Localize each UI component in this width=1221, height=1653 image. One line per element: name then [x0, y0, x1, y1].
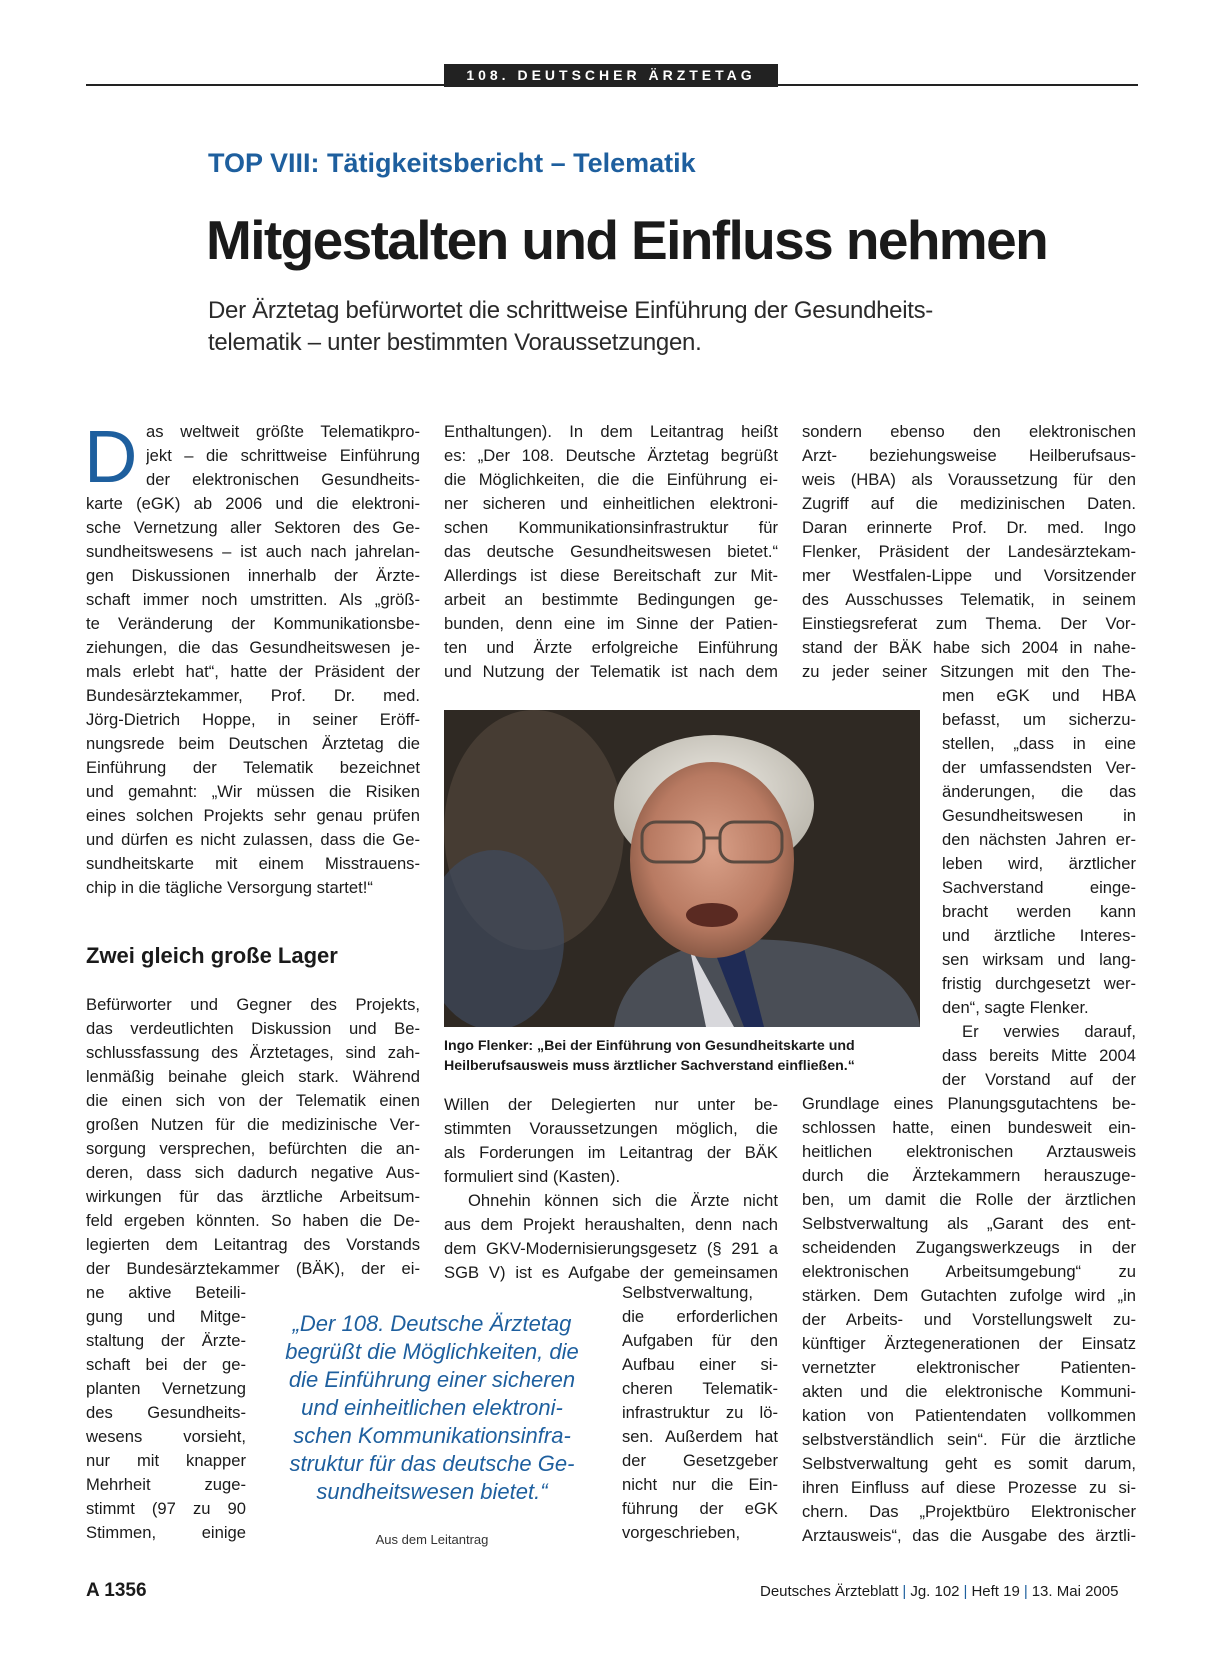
text-line: das deutsche Gesundheitswesen bietet.“	[444, 542, 778, 561]
text-line: te Veränderung der Kommunikationsbe-	[86, 614, 420, 633]
article-kicker: TOP VIII: Tätigkeitsbericht – Telematik	[208, 148, 696, 178]
text-line: weis (HBA) als Voraussetzung für den	[802, 470, 1136, 489]
pull-quote-source: Aus dem Leitantrag	[375, 1532, 489, 1547]
lead-line: telematik – unter bestimmten Voraussetzungen.	[208, 329, 702, 356]
text-line: sen. Außerdem hat	[622, 1427, 778, 1446]
text-line: aus dem Projekt heraushalten, denn nach	[444, 1215, 778, 1234]
text-line: das verdeutlichten Diskussion und Be-	[86, 1019, 420, 1038]
text-line: jekt – die schrittweise Einführung	[146, 446, 420, 465]
text-line: nungsrede beim Deutschen Ärztetag die	[86, 734, 420, 753]
text-line: Zugriff auf die medizinischen Daten.	[802, 494, 1136, 513]
text-line: Jörg-Dietrich Hoppe, in seiner Eröff-	[86, 710, 420, 729]
text-line: ten und Ärzte erfolgreiche Einführung	[444, 638, 778, 657]
text-line: SGB V) ist es Aufgabe der gemeinsamen	[444, 1263, 778, 1282]
text-line: zu jeder seiner Sitzungen mit den The-	[802, 662, 1136, 681]
text-line: Arztausweis“, das die Ausgabe des ärztli-	[802, 1526, 1136, 1545]
text-line: wesens vorsieht,	[86, 1427, 246, 1446]
pull-quote-line: und einheitlichen elektroni-	[301, 1395, 563, 1420]
text-line: gung und Mitge-	[86, 1307, 246, 1326]
text-line: stand der BÄK habe sich 2004 in nahe-	[802, 638, 1136, 657]
text-line: der Bundesärztekammer (BÄK), der ei-	[86, 1259, 420, 1278]
text-line: Sachverstand einge-	[942, 878, 1136, 897]
text-line: fristig durchgesetzt wer-	[942, 974, 1136, 993]
lead-line: Der Ärztetag befürwortet die schrittweise Einführung der Gesundheits-	[208, 297, 934, 324]
text-line: kation von Patientendaten vollkommen	[802, 1406, 1136, 1425]
text-line: staltung der Ärzte-	[86, 1331, 246, 1350]
text-line: scheidenden Zugangswerkzeugs in der	[802, 1238, 1136, 1257]
text-line: und dürfen es nicht zulassen, dass die Ge-	[86, 830, 420, 849]
text-line: vernetzter elektronischer Patienten-	[802, 1358, 1136, 1377]
text-line: ziehungen, die das Gesundheitswesen je-	[86, 638, 420, 657]
text-line: und ärztliche Interes-	[942, 926, 1136, 945]
text-line: schlussfassung des Ärztetages, sind zah-	[86, 1043, 420, 1062]
text-line: großen Nutzen für die medizinische Ver-	[86, 1115, 420, 1134]
text-line: vorgeschrieben,	[622, 1523, 741, 1542]
page-number: A 1356	[86, 1580, 147, 1601]
text-line: akten und die elektronische Kommuni-	[802, 1382, 1136, 1401]
pull-quote-line: begrüßt die Möglichkeiten, die	[285, 1339, 579, 1364]
text-line: heitlichen elektronischen Arztausweis	[802, 1142, 1136, 1161]
text-line: Aufgaben für den	[622, 1331, 778, 1350]
text-line: mer Westfalen-Lippe und Vorsitzender	[802, 566, 1136, 585]
text-line: die Möglichkeiten, die die Einführung ei-	[444, 470, 778, 489]
text-line: sondern ebenso den elektronischen	[802, 422, 1136, 441]
text-line: stärken. Dem Gutachten zufolge wird „in	[802, 1286, 1136, 1305]
section-tag: 108. DEUTSCHER ÄRZTETAG	[444, 64, 778, 87]
pull-quote-line: sundheitswesen bietet.“	[316, 1479, 548, 1504]
text-line: karte (eGK) ab 2006 und die elektroni-	[86, 494, 420, 513]
text-line: dem GKV-Modernisierungsgesetz (§ 291 a	[444, 1239, 778, 1258]
text-line: bunden, denn eine im Sinne der Patien-	[444, 614, 778, 633]
text-line: dass bereits Mitte 2004	[942, 1046, 1136, 1065]
text-line: änderungen, die das	[942, 782, 1136, 801]
text-line: Willen der Delegierten nur unter be-	[444, 1095, 778, 1114]
text-line: sen wirksam und lang-	[942, 950, 1136, 969]
text-line: legierten dem Leitantrag des Vorstands	[86, 1235, 420, 1254]
issue: Heft 19	[971, 1583, 1020, 1600]
text-line: deren, dass sich dadurch negative Aus-	[86, 1163, 420, 1182]
text-line: die einen sich von der Telematik einen	[86, 1091, 420, 1110]
text-line: as weltweit größte Telematikpro-	[146, 422, 420, 441]
text-line: Grundlage eines Planungsgutachtens be-	[802, 1094, 1136, 1113]
article-headline: Mitgestalten und Einfluss nehmen	[206, 209, 1048, 271]
text-line: ben, um damit die Rolle der ärztlichen	[802, 1190, 1136, 1209]
text-line: wirkungen für das ärztliche Arbeitsum-	[86, 1187, 420, 1206]
text-line: des Ausschusses Telematik, in seinem	[802, 590, 1136, 609]
text-line: führung der eGK	[622, 1499, 778, 1518]
text-line: der Arbeits- und Vorstellungswelt zu-	[802, 1310, 1136, 1329]
text-line: ner sicheren und einheitlichen elektroni-	[444, 494, 778, 513]
text-line: sundheitswesens – ist auch nach jahrelan-	[86, 542, 420, 561]
text-line: nicht nur die Ein-	[622, 1475, 778, 1494]
text-line: Befürworter und Gegner des Projekts,	[86, 995, 420, 1014]
pull-quote-line: struktur für das deutsche Ge-	[289, 1451, 575, 1476]
text-line: Arzt- beziehungsweise Heilberufsaus-	[802, 446, 1136, 465]
text-line: befasst, um sicherzu-	[942, 710, 1136, 729]
journal-name: Deutsches Ärzteblatt	[760, 1583, 899, 1600]
text-line: bracht werden kann	[942, 902, 1136, 921]
text-line: eines solchen Projekts sehr genau prüfen	[86, 806, 420, 825]
text-line: selbstverständlich sein“. Für die ärztliche	[802, 1430, 1136, 1449]
text-line: stimmten Voraussetzungen möglich, die	[444, 1119, 778, 1138]
text-line: der elektronischen Gesundheits-	[146, 470, 420, 489]
text-line: nur mit knapper	[86, 1451, 246, 1470]
text-line: ihren Einfluss auf diese Prozesse zu si-	[802, 1478, 1136, 1497]
footer-info: Deutsches Ärzteblatt | Jg. 102 | Heft 19 | 13. Mai 2005	[760, 1583, 1119, 1600]
text-line: formuliert sind (Kasten).	[444, 1167, 621, 1186]
issue-date: 13. Mai 2005	[1031, 1583, 1119, 1600]
text-line: elektronischen Arbeitsumgebung“ zu	[802, 1262, 1136, 1281]
text-line: Einstiegsreferat zum Thema. Der Vor-	[802, 614, 1136, 633]
text-line: sundheitskarte mit einem Misstrauens-	[86, 854, 420, 873]
text-line: und gemahnt: „Wir müssen die Risiken	[86, 782, 420, 801]
text-line: Daran erinnerte Prof. Dr. med. Ingo	[802, 518, 1136, 537]
text-line: men eGK und HBA	[942, 686, 1136, 705]
text-line: ne aktive Beteili-	[86, 1283, 246, 1302]
text-line: Selbstverwaltung geht es somit darum,	[802, 1454, 1136, 1473]
text-line: feld ergeben könnten. So haben die De-	[86, 1211, 420, 1230]
pull-quote-line: schen Kommunikationsinfra-	[293, 1423, 571, 1448]
text-line: des Gesundheits-	[86, 1403, 246, 1422]
volume: Jg. 102	[910, 1583, 960, 1600]
text-line: arbeit an bestimmte Bedingungen ge-	[444, 590, 778, 609]
text-line: gen Diskussionen innerhalb der Ärzte-	[86, 566, 420, 585]
text-line: infrastruktur zu lö-	[622, 1403, 778, 1422]
text-line: die erforderlichen	[622, 1307, 778, 1326]
text-line: schen Kommunikationsinfrastruktur für	[444, 518, 778, 537]
text-line: der Gesetzgeber	[622, 1451, 778, 1470]
text-line: der umfassendsten Ver-	[942, 758, 1136, 777]
text-line: künftiger Ärztegenerationen der Einsatz	[802, 1334, 1136, 1353]
text-line: Stimmen, einige	[86, 1523, 246, 1542]
text-line: und Nutzung der Telematik ist nach dem	[444, 662, 778, 681]
text-line: sche Vernetzung aller Sektoren des Ge-	[86, 518, 420, 537]
text-line: Flenker, Präsident der Landesärztekam-	[802, 542, 1136, 561]
text-line: den nächsten Jahren er-	[942, 830, 1136, 849]
text-line: den“, sagte Flenker.	[942, 998, 1089, 1017]
text-line: Selbstverwaltung als „Garant des ent-	[802, 1214, 1136, 1233]
text-line: chern. Das „Projektbüro Elektronischer	[802, 1502, 1136, 1521]
photo-caption: Ingo Flenker: „Bei der Einführung von Gesundheitskarte und	[444, 1038, 855, 1054]
text-line: als Forderungen im Leitantrag der BÄK	[444, 1143, 778, 1162]
speaker-photo	[444, 710, 920, 1027]
text-line: schaft bei der ge-	[86, 1355, 246, 1374]
text-line: Bundesärztekammer, Prof. Dr. med.	[86, 686, 420, 705]
text-line: planten Vernetzung	[86, 1379, 246, 1398]
text-line: Allerdings ist diese Bereitschaft zur Mit-	[444, 566, 778, 585]
text-line: stellen, „dass in eine	[942, 734, 1136, 753]
text-line: Enthaltungen). In dem Leitantrag heißt	[444, 422, 778, 441]
text-line: es: „Der 108. Deutsche Ärztetag begrüßt	[444, 446, 778, 465]
text-line: Er verwies darauf,	[962, 1022, 1136, 1041]
text-line: mals erlebt hat“, hatte der Präsident der	[86, 662, 420, 681]
text-line: Einführung der Telematik bezeichnet	[86, 758, 420, 777]
pull-quote-line: die Einführung einer sicheren	[288, 1367, 576, 1392]
text-line: cheren Telematik-	[622, 1379, 778, 1398]
text-line: der Vorstand auf der	[942, 1070, 1136, 1089]
drop-cap: D	[84, 415, 138, 498]
text-line: schaft immer noch umstritten. Als „größ-	[86, 590, 420, 609]
text-line: Mehrheit zuge-	[86, 1475, 246, 1494]
text-line: Ohnehin können sich die Ärzte nicht	[468, 1191, 778, 1210]
text-line: Selbstverwaltung,	[622, 1283, 753, 1302]
text-line: lenmäßig beinahe gleich stark. Während	[86, 1067, 420, 1086]
text-line: stimmt (97 zu 90	[86, 1499, 246, 1518]
pull-quote-line: „Der 108. Deutsche Ärztetag	[292, 1311, 572, 1336]
text-line: Gesundheitswesen in	[942, 806, 1136, 825]
text-line: sorgung versprechen, befürchten die an-	[86, 1139, 420, 1158]
text-line: schlossen hatte, einen bundesweit ein-	[802, 1118, 1136, 1137]
text-line: chip in die tägliche Versorgung startet!“	[86, 878, 373, 897]
text-line: Aufbau einer si-	[622, 1355, 778, 1374]
text-line: leben wird, ärztlicher	[942, 854, 1136, 873]
photo-caption: Heilberufsausweis muss ärztlicher Sachverstand einfließen.“	[444, 1058, 855, 1074]
subheading: Zwei gleich große Lager	[86, 943, 338, 968]
text-line: durch die Ärztekammern herauszuge-	[802, 1166, 1136, 1185]
